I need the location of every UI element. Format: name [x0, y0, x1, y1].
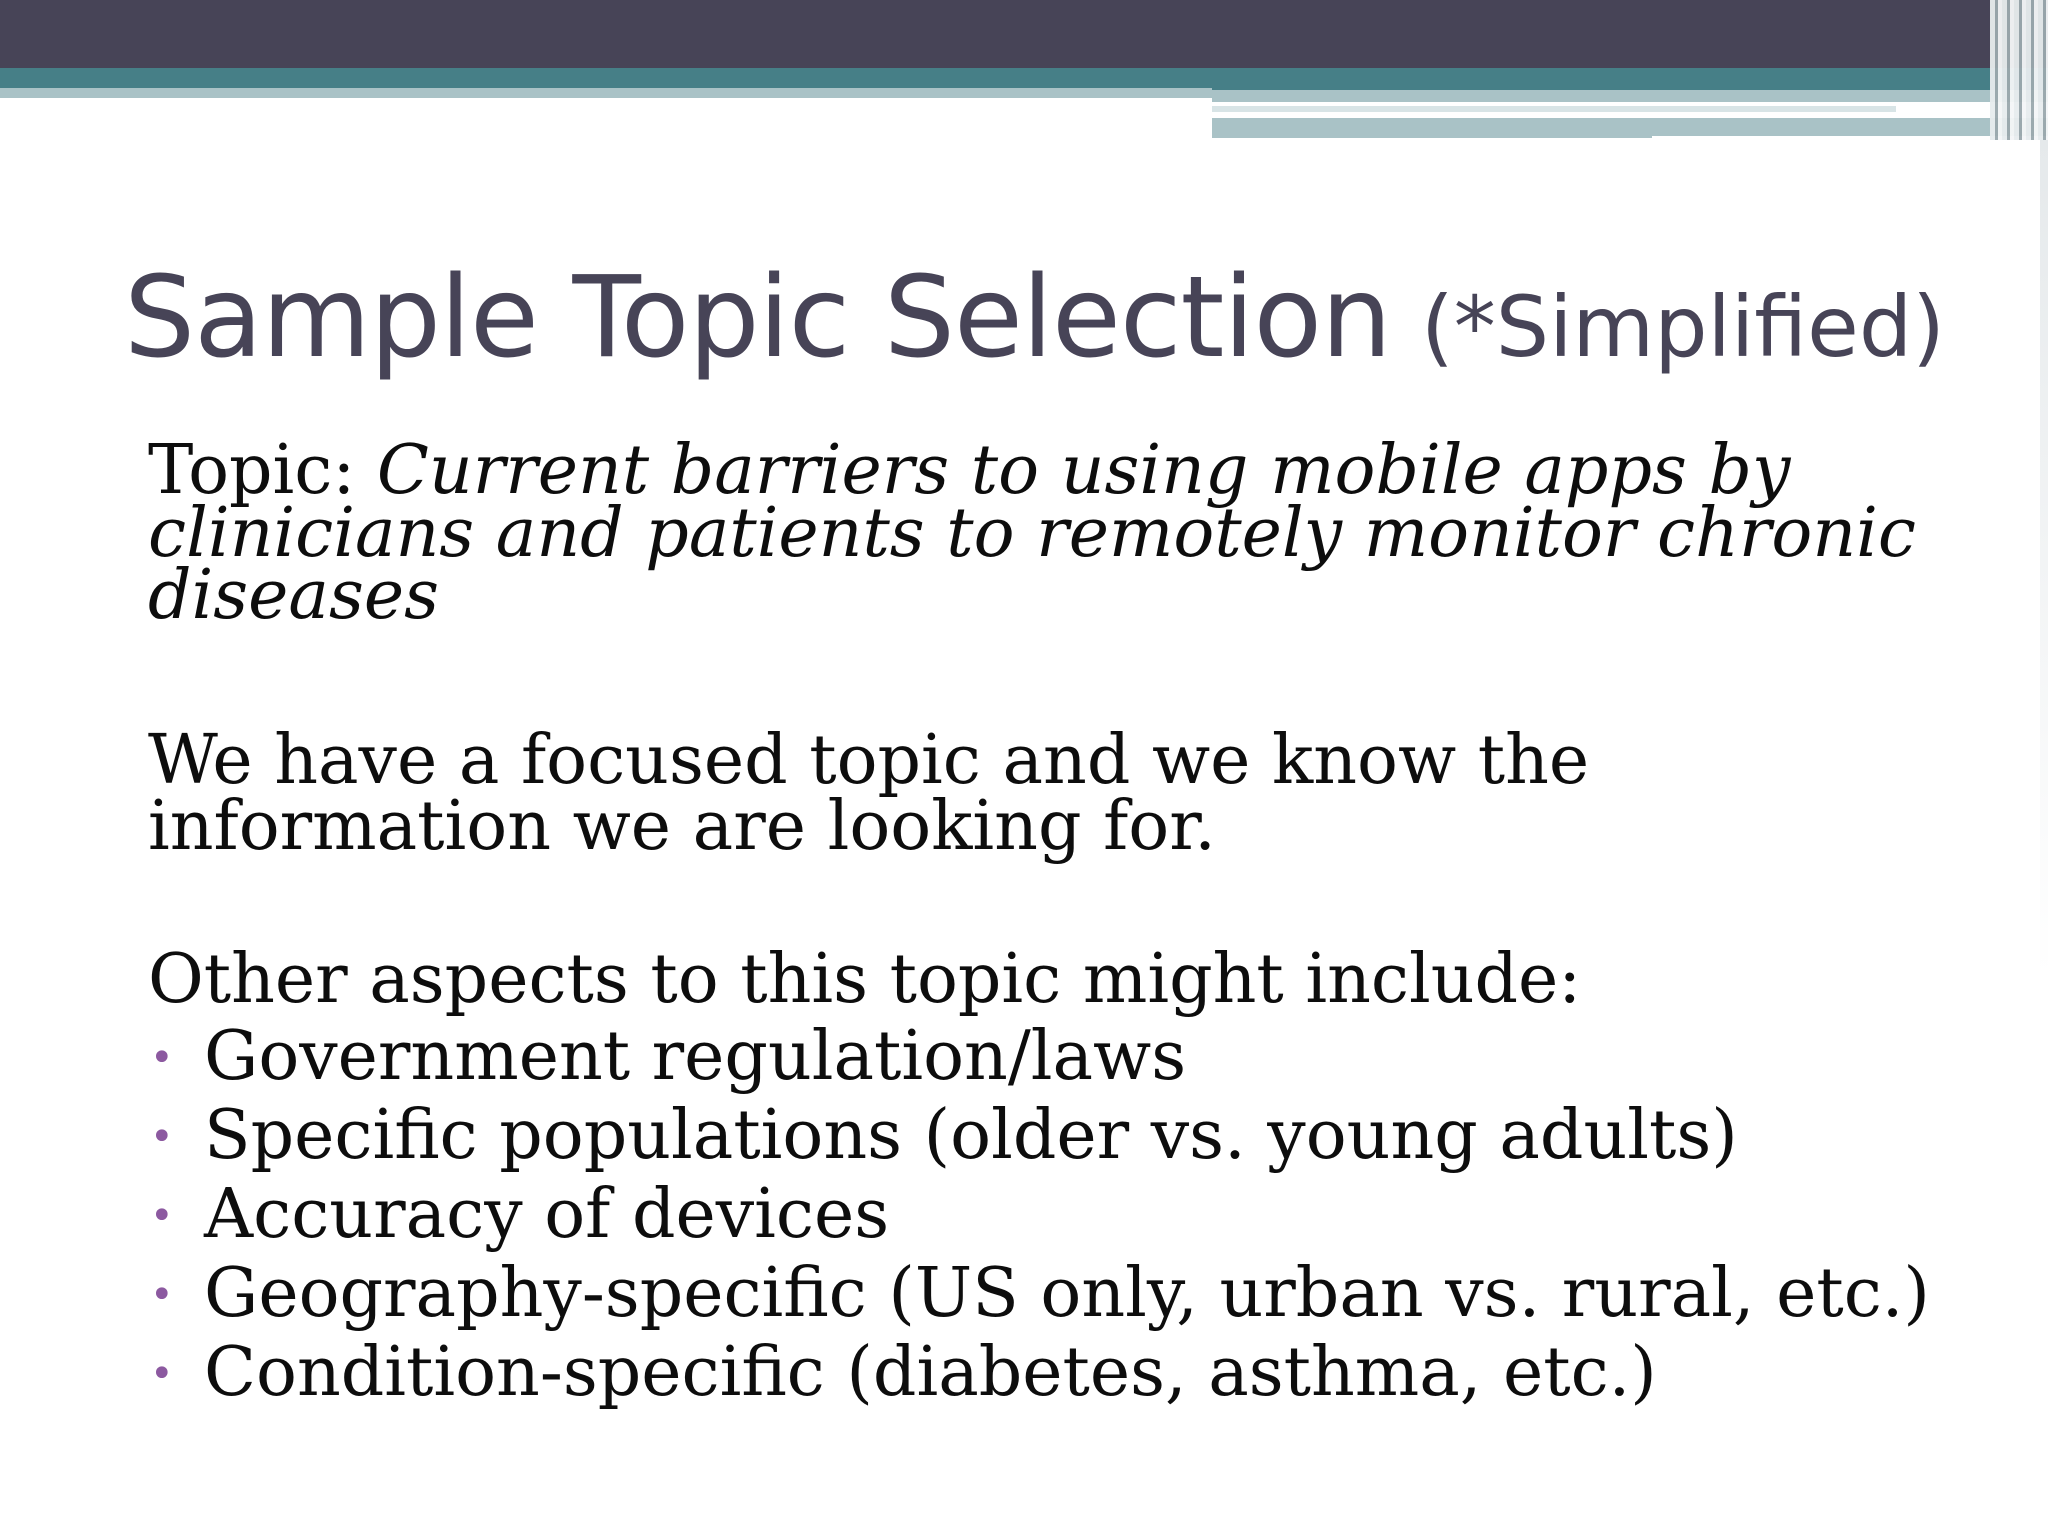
title-main: Sample Topic Selection — [124, 253, 1391, 383]
list-item-text: Government regulation/laws — [204, 1017, 1187, 1097]
list-item-text: Accuracy of devices — [204, 1175, 890, 1255]
list-item-text: Geography-specific (US only, urban vs. rural, etc.) — [204, 1254, 1930, 1334]
header-rule-1 — [1212, 106, 1896, 112]
focus-paragraph: We have a focused topic and we know the information we are looking for. — [148, 720, 1590, 867]
slide-title — [124, 253, 1945, 383]
bullet-icon: • — [150, 1114, 174, 1161]
header-band-teal — [0, 68, 2048, 90]
list-item — [148, 1334, 1948, 1413]
bullet-icon: • — [150, 1035, 174, 1082]
header-rule-3 — [1652, 118, 2048, 136]
list-item — [148, 1176, 1948, 1255]
bullet-icon: • — [150, 1350, 174, 1397]
aspects-intro: Other aspects to this topic might include: — [148, 939, 1582, 1019]
edge-shadow — [2040, 140, 2048, 1536]
header-band-right — [1212, 90, 2048, 102]
header-stripes — [1990, 0, 2048, 140]
slide-body — [148, 431, 1948, 1413]
topic-text: Current barriers to using mobile apps by clinicians and patients to remotely monitor chronic diseases — [148, 431, 1916, 636]
list-item-text: Specific populations (older vs. young adults) — [204, 1096, 1738, 1176]
header-band-dark — [0, 0, 2048, 68]
list-item — [148, 1018, 1948, 1097]
title-subtitle: (*Simplified) — [1420, 278, 1945, 376]
list-item-text: Condition-specific (diabetes, asthma, etc.) — [204, 1332, 1657, 1412]
header-band-light — [0, 88, 1212, 98]
list-item — [148, 1097, 1948, 1176]
aspect-list — [148, 1018, 1948, 1412]
bullet-icon: • — [150, 1272, 174, 1319]
topic-label: Topic: — [148, 431, 377, 510]
list-item — [148, 1255, 1948, 1334]
bullet-icon: • — [150, 1193, 174, 1240]
topic-paragraph — [148, 431, 1948, 636]
header-rule-2 — [1212, 118, 1652, 138]
